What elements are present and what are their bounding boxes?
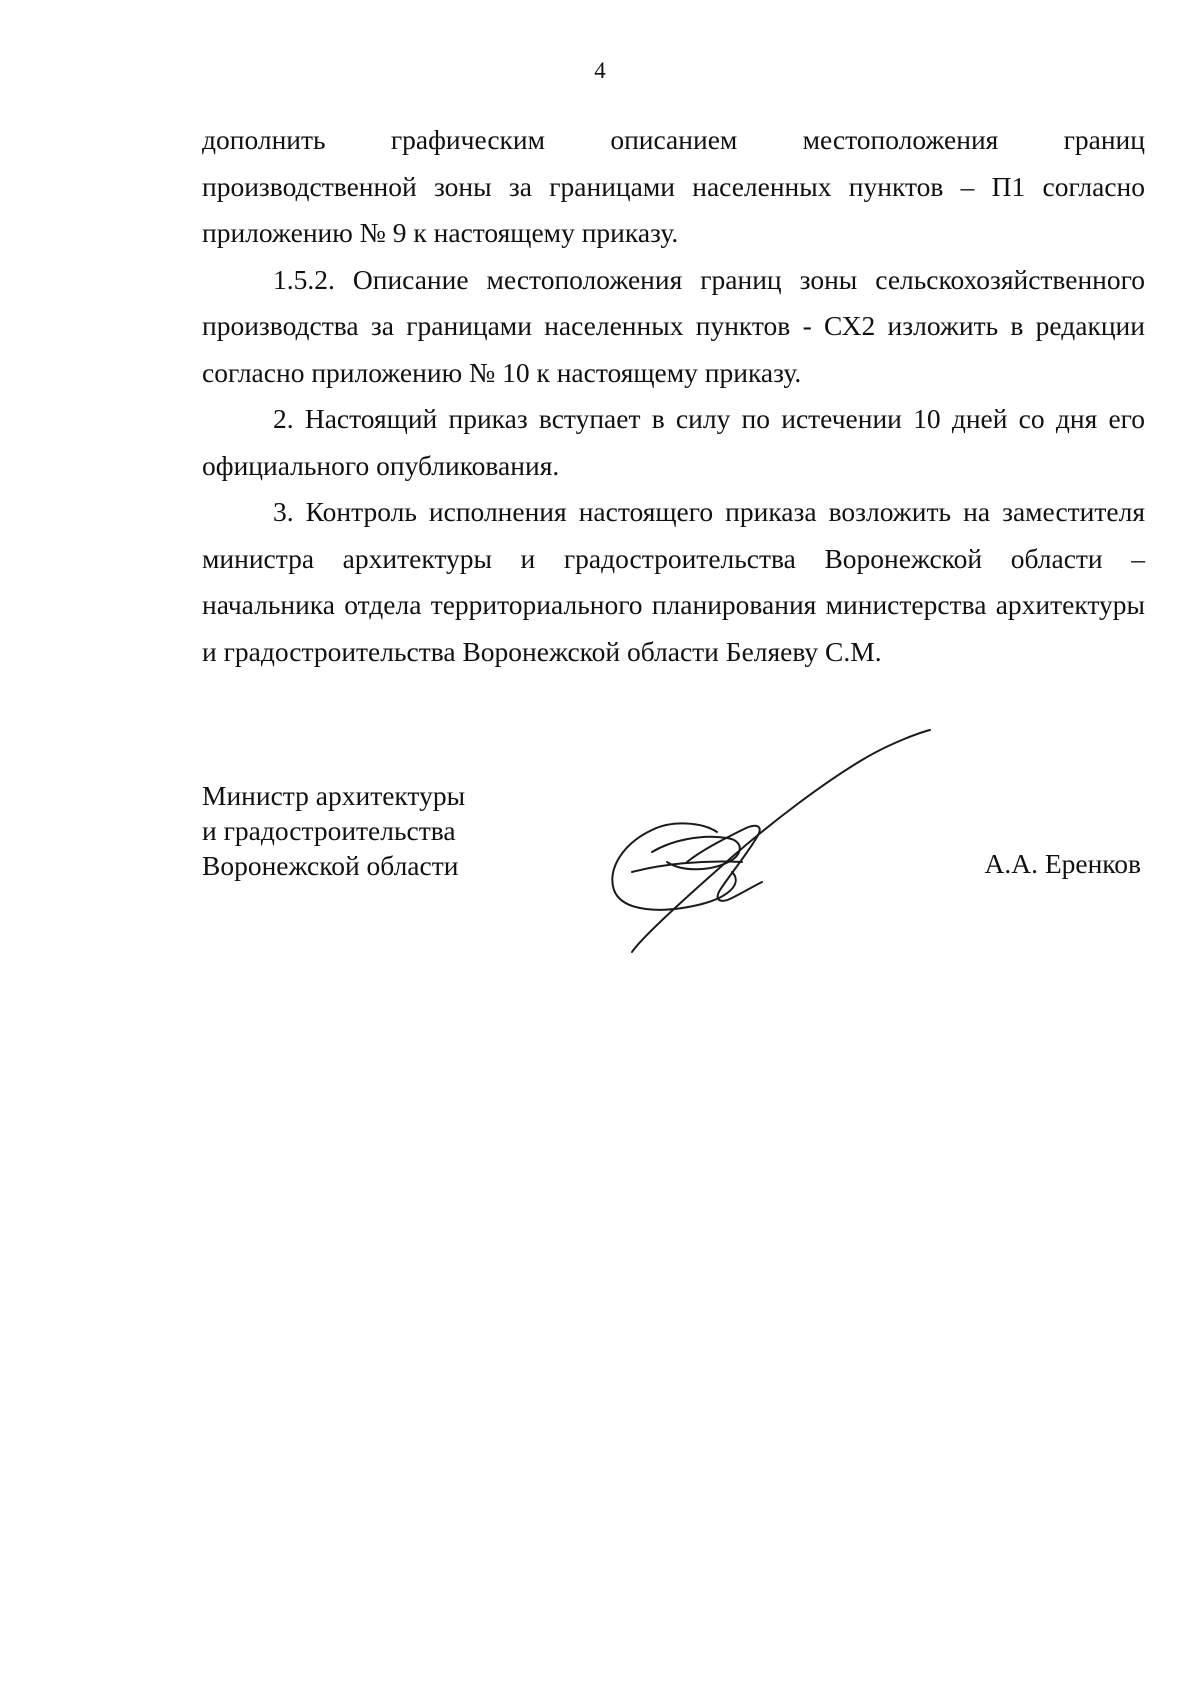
paragraph-addition: [202, 117, 1145, 257]
signatory-title: [202, 778, 465, 883]
paragraph-3: 3. Контроль исполнения настоящего приказа возложить на заместителя министра архитектуры и градостроительства Воронежской области – начальника отдела территориального планирования министерства архитектуры и градостроительства Воронежской области Беляеву С.М.: [202, 496, 1145, 667]
paragraph-2: 2. Настоящий приказ вступает в силу по истечении 10 дней со дня его официального опубликования.: [202, 403, 1145, 481]
paragraph-line: дополнить графическим описанием местоположения границ: [202, 124, 1145, 155]
paragraph-line: приложению № 9 к настоящему приказу.: [202, 217, 679, 248]
paragraph-line: производственной зоны за границами населенных пунктов – П1 согласно: [202, 170, 1145, 202]
signatory-title-line: и градостроительства: [202, 815, 456, 846]
paragraph-1-5-2: 1.5.2. Описание местоположения границ зоны сельскохозяйственного производства за границами населенных пунктов - СХ2 изложить в редакции согласно приложению № 10 к настоящему приказу.: [202, 263, 1145, 388]
signatory-title-line: Министр архитектуры: [202, 780, 466, 811]
signatory-name: А.А. Еренков: [984, 848, 1141, 879]
page-number: 4: [594, 58, 606, 83]
signatory-title-line: Воронежской области: [202, 850, 459, 881]
handwritten-signature: [592, 722, 952, 972]
document-body: [202, 117, 1145, 675]
